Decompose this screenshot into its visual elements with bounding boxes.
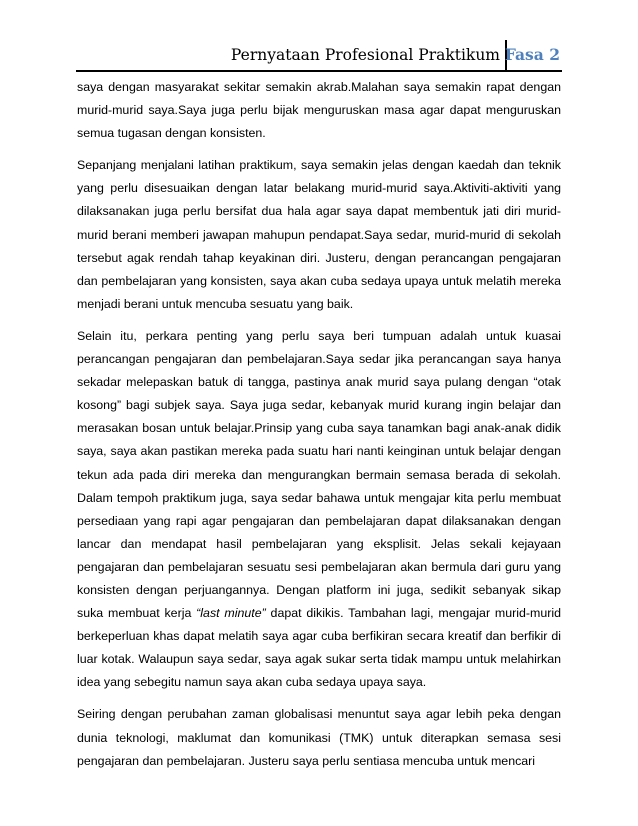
header-title: Pernyataan Profesional Praktikum — [230, 46, 500, 64]
header-phase-label: Fasa 2 — [504, 45, 560, 64]
text-run: Sepanjang menjalani latihan praktikum, saya semakin jelas dengan kaedah dan teknik yang perlu disesuaikan dengan latar belakang murid-murid saya.Aktiviti-aktiviti yang dilaksanakan juga perlu bersifat dua hala agar saya dapat membentuk jati diri murid-murid berani memberi jawapan mahupun pendapat.Saya sedar, murid-murid di sekolah tersebut agak rendah tahap keyakinan diri. Justeru, dengan perancangan pengajaran dan pembelajaran yang konsisten, saya akan cuba sedaya upaya untuk melatih mereka menjadi berani untuk mencuba sesuatu yang baik. — [77, 158, 561, 311]
text-run: Seiring dengan perubahan zaman globalisasi menuntut saya agar lebih peka dengan dunia teknologi, maklumat dan komunikasi (TMK) untuk diterapkan semasa sesi pengajaran dan pembelajaran. Justeru saya perlu sentiasa mencuba untuk mencari — [77, 707, 561, 768]
paragraph-2 — [77, 154, 561, 316]
paragraph-3 — [77, 325, 561, 695]
text-run: saya dengan masyarakat sekitar semakin akrab.Malahan saya semakin rapat dengan murid-murid saya.Saya juga perlu bijak menguruskan masa agar dapat menguruskan semua tugasan dengan konsisten. — [77, 80, 561, 141]
document-body — [77, 76, 561, 782]
text-run: Selain itu, perkara penting yang perlu saya beri tumpuan adalah untuk kuasai perancangan pengajaran dan pembelajaran.Saya sedar jika perancangan saya hanya sekadar melepaskan batuk di tangga, pastinya anak murid saya pulang dengan “otak kosong” bagi subjek saya. Saya juga sedar, kebanyak murid kurang ingin belajar dan merasakan bosan untuk belajar.Prinsip yang cuba saya tanamkan bagi anak-anak didik saya, saya akan pastikan mereka pada suatu hari nanti keinginan untuk belajar dengan tekun ada pada diri mereka dan mengurangkan bermain semasa berada di sekolah. Dalam tempoh praktikum juga, saya sedar bahawa untuk mengajar kita perlu membuat persediaan yang rapi agar pengajaran dan pembelajaran dapat dilaksanakan dengan lancar dan mendapat hasil pembelajaran yang eksplisit. Jelas sekali kejayaan pengajaran dan pembelajaran sesuatu sesi pembelajaran akan bermula dari guru yang konsisten dengan perjuangannya. Dengan platform ini juga, sedikit sebanyak sikap suka membuat kerja — [77, 328, 561, 621]
text-run: dapat dikikis. Tambahan lagi, mengajar murid-murid berkeperluan khas dapat melatih saya agar cuba berfikiran secara kreatif dan berfikir di luar kotak. Walaupun saya sedar, saya agak sukar serta tidak mampu untuk melahirkan idea yang sebegitu namun saya akan cuba sedaya upaya saya. — [77, 606, 561, 690]
paragraph-1 — [77, 76, 561, 145]
paragraph-4 — [77, 703, 561, 772]
page-header — [76, 36, 562, 72]
italic-phrase: “last minute” — [196, 606, 266, 621]
